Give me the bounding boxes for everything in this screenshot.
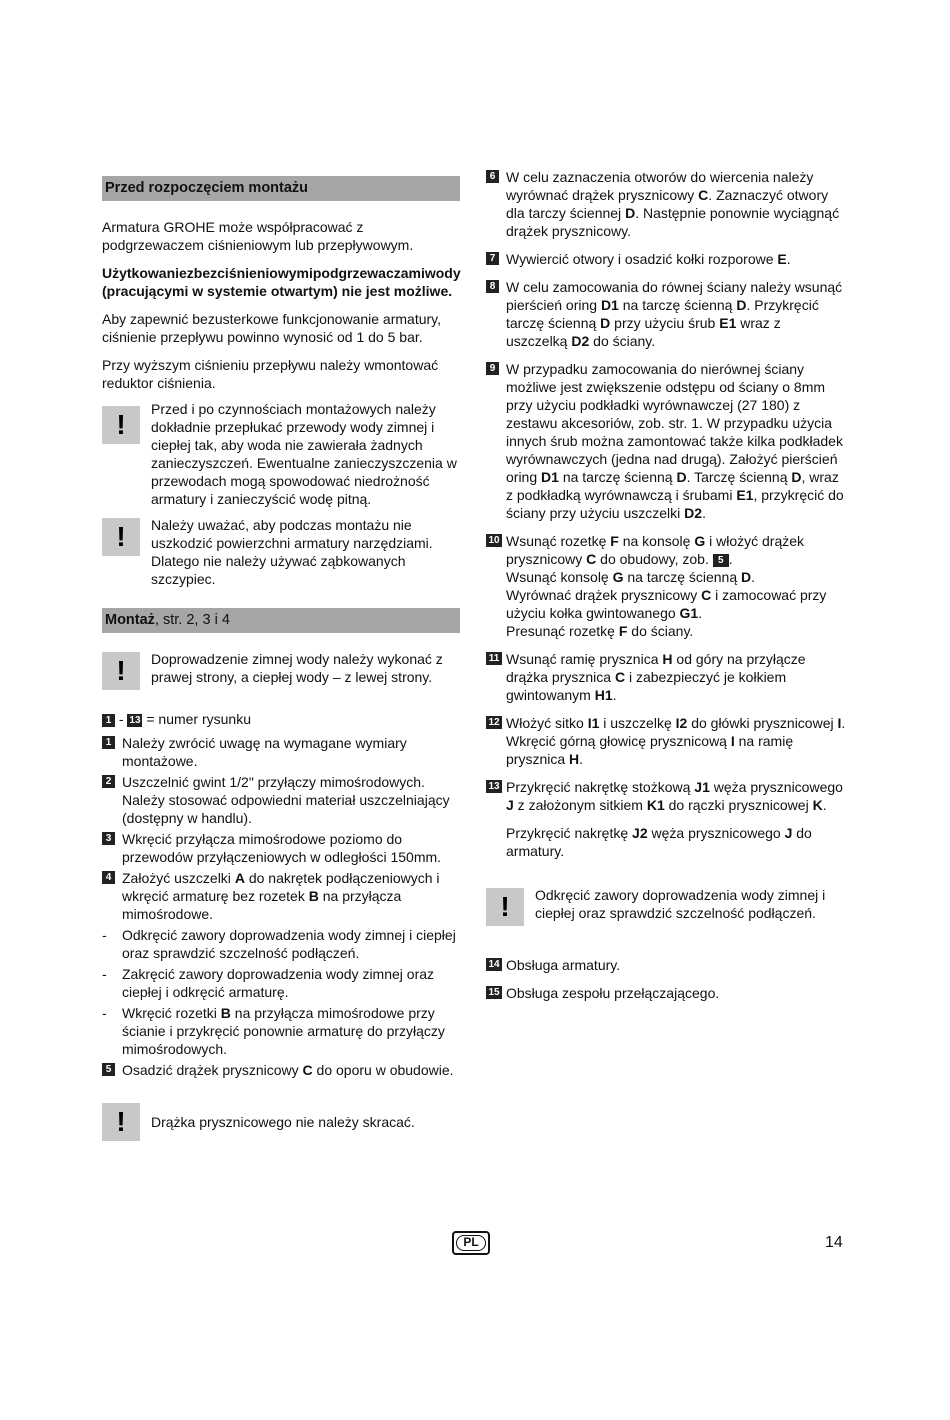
figure-number: 13 bbox=[129, 715, 141, 726]
step-15: 15 Obsługa zespołu przełączającego. bbox=[486, 984, 846, 1002]
warning-do-not-shorten bbox=[102, 1103, 460, 1143]
step-1: 1 Należy zwrócić uwagę na wymagane wymiary montażowe. bbox=[102, 734, 460, 770]
left-column bbox=[102, 176, 460, 1143]
heading-bold: Montaż bbox=[105, 612, 155, 628]
step-number: 4 bbox=[102, 871, 115, 884]
exclamation-icon: ! bbox=[102, 652, 140, 690]
step-number: 10 bbox=[486, 534, 502, 547]
dash-item-check-leaks: - Odkręcić zawory doprowadzenia wody zimnej i ciepłej oraz sprawdzić szczelność podłączeń. bbox=[102, 927, 456, 961]
section-heading-installation bbox=[102, 608, 460, 633]
language-badge bbox=[452, 1231, 490, 1255]
step-number: 14 bbox=[486, 958, 502, 971]
exclamation-icon: ! bbox=[102, 1103, 140, 1141]
step-number: 8 bbox=[486, 280, 499, 293]
step-9: 9 W przypadku zamocowania do nierównej ściany możliwe jest zwiększenie odstępu od ściany o 8mm przy użyciu podkładki wyrównawczej (27 180) z zestawu akcesoriów, zob. str. 1. W przypadku użycia innych śrub można zamontować także kilka podkładek wyrównawczych (jedna nad drugą). Założyć pierścień oring D1 na tarczę ścienną D. Tarczę ścienną D, wraz z podkładką wyrównawczą i śrubami E1, przykręcić do ściany przy użyciu uszczelki D2. bbox=[486, 360, 846, 522]
exclamation-icon: ! bbox=[102, 518, 140, 556]
step-6: 6 W celu zaznaczenia otworów do wiercenia należy wyrównać drążek prysznicowy C. Zaznaczyć otwory dla tarczy ściennej D. Następnie ponownie wyciągnąć drążek prysznicowy. bbox=[486, 168, 846, 240]
dash-item-screw-rosettes: - Wkręcić rozetki B na przyłącza mimośrodowe przy ścianie i przykręcić ponownie armaturę do przyłączy mimośrodowych. bbox=[102, 1005, 445, 1057]
paragraph-heater-compat: Armatura GROHE może współpracować z podgrzewaczem ciśnieniowym lub przepływowym. bbox=[102, 219, 414, 253]
step-7: 7 Wywiercić otwory i osadzić kołki rozporowe E. bbox=[486, 250, 846, 268]
step-13-continued: Przykręcić nakrętkę J2 węża prysznicowego J do armatury. bbox=[506, 825, 812, 859]
warning-text: Odkręcić zawory doprowadzenia wody zimnej i ciepłej oraz sprawdzić szczelność podłączeń. bbox=[535, 887, 826, 921]
step-number: 6 bbox=[486, 170, 499, 183]
step-8: 8 W celu zamocowania do równej ściany należy wsunąć pierścień oring D1 na tarczę ścienną D. Przykręcić tarczę ścienną D przy użyciu śrub E1 wraz z uszczelką D2 do ściany. bbox=[486, 278, 846, 350]
warning-text: Drążka prysznicowego nie należy skracać. bbox=[151, 1114, 415, 1130]
paragraph-flow-pressure: Aby zapewnić bezusterkowe funkcjonowanie armatury, ciśnienie przepływu powinno wynosić od 1 do 5 bar. bbox=[102, 311, 442, 345]
warning-text: Należy uważać, aby podczas montażu nie uszkodzić powierzchni armatury narzędziami. Dlatego nie należy używać ząbkowanych szczypiec. bbox=[151, 517, 433, 587]
exclamation-icon: ! bbox=[486, 888, 524, 926]
dash-item-close-valves: - Zakręcić zawory doprowadzenia wody zimnej oraz ciepłej i odkręcić armaturę. bbox=[102, 966, 435, 1000]
step-12: 12 Włożyć sitko I1 i uszczelkę I2 do główki prysznicowej I. Wkręcić górną głowicę prysznicową I na ramię prysznica H. bbox=[486, 714, 846, 768]
heading-pages: , str. 2, 3 i 4 bbox=[154, 612, 230, 628]
step-number: 11 bbox=[486, 652, 502, 665]
step-number: 9 bbox=[486, 362, 499, 375]
section-heading-before-installation: Przed rozpoczęciem montażu bbox=[102, 176, 460, 201]
step-number: 3 bbox=[102, 832, 115, 845]
warning-text: Przed i po czynnościach montażowych należy dokładnie przepłukać przewody wody zimnej i ciepłej tak, aby woda nie zawierała żadnych zanieczyszczeń. Ewentualne zanieczyszczenia w przewodach mogą spowodować niedrożność armatury i zanieczyścić wodę pitną. bbox=[151, 401, 457, 507]
step-2: 2 Uszczelnić gwint 1/2" przyłączy mimośrodowych. Należy stosować odpowiedni materiał uszczelniający (dostępny w handlu). bbox=[102, 773, 460, 827]
step-3: 3 Wkręcić przyłącza mimośrodowe poziomo do przewodów przyłączeniowych w odległości 150mm. bbox=[102, 830, 460, 866]
warning-text: Doprowadzenie zimnej wody należy wykonać z prawej strony, a ciepłej wody – z lewej strony. bbox=[151, 651, 443, 685]
step-10: 10 Wsunąć rozetkę F na konsolę G i włożyć drążek prysznicowy C do obudowy, zob. 5 . Wsunąć konsolę G na tarczę ścienną D. Wyrównać drążek prysznicowy C i zamocować przy użyciu kołka gwintowanego G1. Presunąć rozetkę F do ściany. bbox=[486, 532, 846, 640]
paragraph-open-system-warning: Użytkowaniezbezciśnieniowymipodgrzewaczamiwody (pracującymi w systemie otwartym) nie jest możliwe. bbox=[102, 265, 461, 299]
step-number: 12 bbox=[486, 716, 502, 729]
step-number: 15 bbox=[486, 986, 502, 999]
step-14: 14 Obsługa armatury. bbox=[486, 956, 846, 974]
language-code: PL bbox=[456, 1235, 486, 1251]
step-5: 5 Osadzić drążek prysznicowy C do oporu w obudowie. bbox=[102, 1061, 460, 1079]
figure-number: 5 bbox=[713, 554, 729, 567]
paragraph-pressure-reducer: Przy wyższym ciśnieniu przepływu należy wmontować reduktor ciśnienia. bbox=[102, 357, 439, 391]
warning-tools bbox=[102, 516, 460, 588]
step-number: 5 bbox=[102, 1063, 115, 1076]
step-13: 13 Przykręcić nakrętkę stożkową J1 węża prysznicowego J z założonym sitkiem K1 do rączki prysznicowej K. bbox=[486, 778, 846, 814]
warning-flush-pipes bbox=[102, 400, 460, 508]
step-number: 1 bbox=[102, 736, 115, 749]
step-number: 13 bbox=[486, 780, 502, 793]
step-11: 11 Wsunąć ramię prysznica H od góry na przyłącze drążka prysznica C i zabezpieczyć je kołkiem gwintowanym H1. bbox=[486, 650, 846, 704]
figure-legend: 1 - 13 = numer rysunku bbox=[102, 710, 460, 728]
warning-check-leaks bbox=[486, 886, 846, 926]
warning-water-sides bbox=[102, 650, 460, 690]
exclamation-icon: ! bbox=[102, 406, 140, 444]
page-number: 14 bbox=[825, 1234, 843, 1251]
step-number: 7 bbox=[486, 252, 499, 265]
step-number: 2 bbox=[102, 775, 115, 788]
right-column bbox=[486, 168, 846, 1005]
step-4: 4 Założyć uszczelki A do nakrętek podłączeniowych i wkręcić armaturę bez rozetek B na przyłącza mimośrodowe. bbox=[102, 869, 460, 923]
figure-number: 1 bbox=[102, 714, 115, 727]
